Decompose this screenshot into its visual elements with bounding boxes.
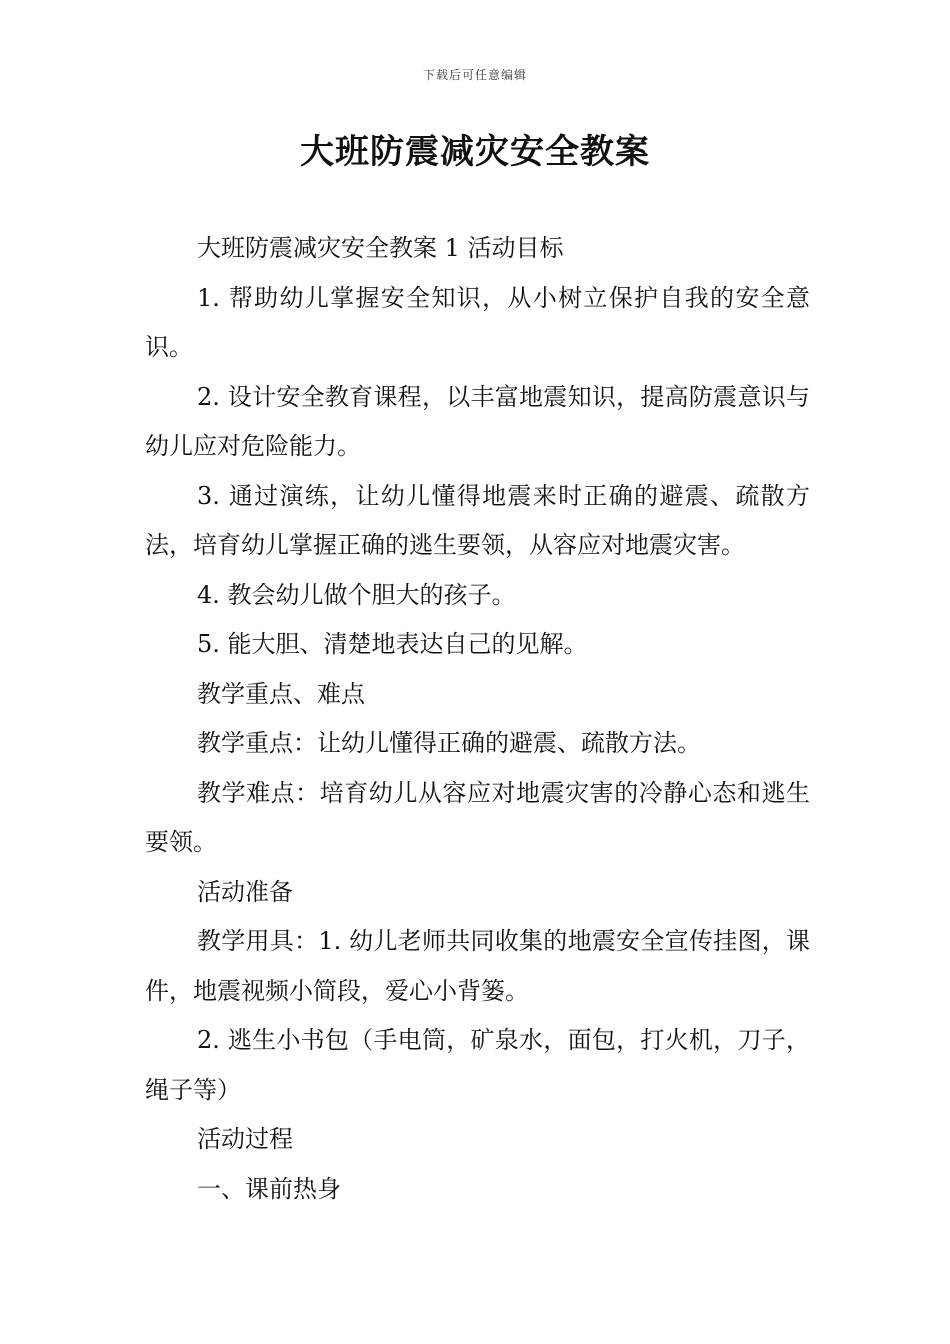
header-note: 下载后可任意编辑 bbox=[422, 68, 527, 82]
paragraph-teaching-tools: 教学用具：1. 幼儿老师共同收集的地震安全宣传挂图，课件，地震视频小简段，爱心小背篓。 bbox=[145, 927, 810, 1005]
paragraph-goal-5: 5. 能大胆、清楚地表达自己的见解。 bbox=[197, 630, 588, 658]
paragraph-warmup: 一、课前热身 bbox=[197, 1174, 341, 1203]
paragraph-goal-4: 4. 教会幼儿做个胆大的孩子。 bbox=[197, 580, 516, 609]
paragraph-process-heading: 活动过程 bbox=[197, 1125, 293, 1153]
document-body bbox=[145, 224, 810, 1214]
paragraph-escape-bag: 2. 逃生小书包（手电筒，矿泉水，面包，打火机，刀子，绳子等） bbox=[145, 1026, 810, 1104]
paragraph-key-points-heading: 教学重点、难点 bbox=[197, 679, 365, 708]
document-title: 大班防震减灾安全教案 bbox=[300, 132, 650, 172]
paragraph-key-point: 教学重点：让幼儿懂得正确的避震、疏散方法。 bbox=[197, 729, 701, 757]
paragraph-preparation-heading: 活动准备 bbox=[197, 877, 293, 906]
paragraph-goal-3: 3. 通过演练，让幼儿懂得地震来时正确的避震、疏散方法，培育幼儿掌握正确的逃生要领，从容应对地震灾害。 bbox=[145, 481, 810, 559]
paragraph-goal-2: 2. 设计安全教育课程，以丰富地震知识，提高防震意识与幼儿应对危险能力。 bbox=[145, 382, 810, 460]
paragraph-goal-1: 1. 帮助幼儿掌握安全知识，从小树立保护自我的安全意识。 bbox=[145, 283, 810, 361]
paragraph-intro: 大班防震减灾安全教案 1 活动目标 bbox=[197, 234, 564, 262]
paragraph-difficult-point: 教学难点：培育幼儿从容应对地震灾害的冷静心态和逃生要领。 bbox=[145, 778, 810, 856]
